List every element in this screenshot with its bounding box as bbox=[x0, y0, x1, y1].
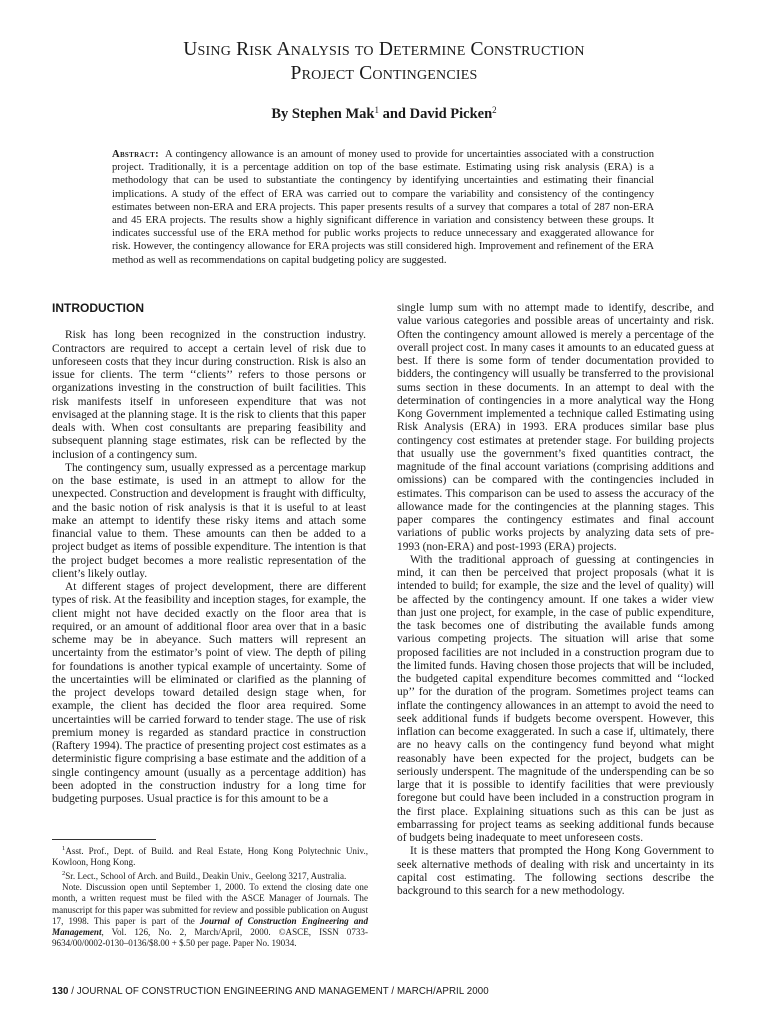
author-1-note: 1 bbox=[374, 105, 379, 115]
running-footer: / JOURNAL OF CONSTRUCTION ENGINEERING AND MANAGEMENT / MARCH/APRIL 2000 bbox=[68, 986, 489, 997]
footnote-divider bbox=[52, 839, 156, 840]
footnote-2-mark: 2 bbox=[62, 870, 66, 878]
journal-name: Journal of Construction Engineering and Management bbox=[52, 915, 368, 937]
footnote-note bbox=[52, 882, 368, 949]
right-column bbox=[397, 302, 714, 898]
footnote-2-text: Sr. Lect., School of Arch. and Build., Deakin Univ., Geelong 3217, Australia. bbox=[65, 871, 347, 882]
footnote-1-mark: 1 bbox=[62, 845, 66, 852]
page-footer bbox=[52, 986, 714, 997]
footnote-1-text: Asst. Prof., Dept. of Build. and Real Estate, Hong Kong Polytechnic Univ., Kowloon, Hong Kong. bbox=[52, 846, 368, 868]
left-column bbox=[52, 302, 366, 806]
authors-prefix: By bbox=[271, 106, 292, 122]
author-2-note: 2 bbox=[492, 105, 497, 115]
page-title bbox=[0, 38, 768, 86]
footnote-1 bbox=[52, 843, 368, 868]
title-line-1: Using Risk Analysis to Determine Construction bbox=[183, 39, 585, 60]
paragraph-5: It is these matters that prompted the Hong Kong Government to seek alternative methods of dealing with risk and uncertainty in its capital cost estimating. The following sections describe the background to this search for a new methodology. bbox=[397, 845, 714, 897]
page-number: 130 bbox=[52, 986, 69, 997]
footnote-2 bbox=[52, 868, 368, 882]
note-text-a: Note. Discussion open until September 1, 2000. To extend the closing date one month, a written request must be filed with the ASCE Manager of Journals. The manuscript for this paper was submitted for review and possible publication on August 17, 1998. This paper is part of the bbox=[52, 882, 368, 926]
abstract-label: Abstract: bbox=[112, 149, 159, 160]
abstract-text: A contingency allowance is an amount of money used to provide for uncertainties associated with a construction project. Traditionally, it is a percentage addition on top of the base estimate. Estimating using risk analysis (ERA) is a methodology that can be used to substantiate the contingency by identifying uncertainties and estimating their financial implications. A study of the effect of ERA was carried out to compare the variability and consistency of the contingency estimates between non-ERA and ERA projects. This paper presents results of a survey that compares a total of 287 non-ERA and 45 ERA projects. The results show a highly significant difference in variation and consistency between these groups. It indicates successful use of the ERA method for public works projects to reduce unnecessary and exaggerated allowance for risk. However, the contingency allowance for ERA projects was still considered high. Improvement and refinement of the ERA method as well as recommendations on capital budgeting policy are suggested. bbox=[112, 149, 654, 266]
paragraph-3: At different stages of project development, there are different types of risk. At the feasibility and inception stages, for example, the client might not have decided exactly on the floor area that is required, or an amount of additional floor area over that in a basic scheme may be in abeyance. Such matters will represent an uncertainty from the estimator’s point of view. The depth of piling for foundations is another typical example of uncertainty. Some of the uncertainties will be eliminated or clarified as the planning of the project develops toward detailed design stage when, for example, the client has decided the floor area required. Some uncertainties will be carried forward to tender stage. The use of risk premium money is regarded as standard practice in construction (Raftery 1994). The practice of presenting project cost estimates as a deterministic figure comprising a base estimate and the addition of a single contingency amount (usually as a percentage addition) has been adopted in the construction industry for a long time for budgeting purposes. Usual practice is for this amount to be a bbox=[52, 581, 366, 805]
paragraph-4: With the traditional approach of guessing at contingencies in mind, it can then be perceived that project proposals (what it is intended to build; for example, the size and the level of quality) will be affected by the contingency amount. If one takes a wider view than just one project, for example, in the case of public expenditure, the task becomes one of distributing the available funds among various competing projects. The situation will arise that some proposed facilities are not included in a construction program due to the limited funds. Having chosen those projects that will be included, the budgeted capital expenditure becomes committed and ‘‘locked up’’ for the duration of the program. Sometimes project teams can inflate the contingency allowances in an attempt to avoid the need to seek additional funds if budgets become overspent. However, this inflation can become exaggerated. In such a case if, ultimately, there are no heavy calls on the contingency fund beyond what might reasonably have been expected for the project, budgets can be seriously underspent. The magnitude of the underspending can be so large that it is possible to identify facilities that were previously foregone but could have been included in a construction program in the first place. Explaining situations such as this can be just as embarrassing for project teams as seeking additional funds because of budgets being inadequate to meet unforeseen costs. bbox=[397, 553, 714, 844]
author-line bbox=[0, 106, 768, 123]
note-text-b: , Vol. 126, No. 2, March/April, 2000. ©ASCE, ISSN 0733-9634/00/0002-0130–0136/$8.00 + $.50 per page. Paper No. 19034. bbox=[52, 926, 368, 948]
paragraph-1: Risk has long been recognized in the construction industry. Contractors are required to accept a certain level of risk due to unforeseen costs that they incur during construction. Risk is also an issue for clients. The term ‘‘clients’’ refers to those persons or organizations investing in the construction of built facilities. This risk manifests itself in unforeseen expenditure that was not envisaged at the planning stage. It is the risk to clients that this paper deals with. When cost consultants are preparing feasibility and subsequent planning stage estimates, risk can be reflected by the inclusion of a contingency sum. bbox=[52, 329, 366, 461]
section-heading-introduction: INTRODUCTION bbox=[52, 301, 144, 315]
author-2: David Picken bbox=[409, 106, 493, 122]
abstract bbox=[112, 148, 654, 267]
paragraph-3-continued: single lump sum with no attempt made to identify, describe, and value various categories and possible areas of uncertainty and risk. Often the contingency amount allowed is merely a percentage of the overall project cost. In many cases it amounts to an educated guess at best. If there is some form of tender documentation provided to bidders, the contingency will usually be transferred to the provisional sums section in these documents. In an attempt to deal with the determination of contingencies in a more analytical way the Hong Kong Government implemented a technique called Estimating using Risk Analysis (ERA) in 1993. ERA produces similar base plus contingency cost estimates at pretender stage. For building projects that usually use the government’s fixed quantities contract, the magnitude of the final account variations (comprising additions and omissions) can be compared with the contingencies included in estimates. This comparison can be used to assess the accuracy of the allowance made for the contingencies at the planning stages. This paper compares the contingency estimates and final account variations of public works projects by analyzing data sets of pre-1993 (non-ERA) and post-1993 (ERA) projects. bbox=[397, 302, 714, 553]
title-line-2: Project Contingencies bbox=[290, 63, 478, 84]
footnotes bbox=[52, 843, 368, 949]
author-1: Stephen Mak bbox=[291, 106, 375, 122]
authors-and: and bbox=[378, 106, 410, 122]
paragraph-2: The contingency sum, usually expressed as a percentage markup on the base estimate, is used in an attmept to allow for the unexpected. Construction and development is fraught with difficulty, and the basic notion of risk analysis is that it is useful to at least make an attempt to identify these risky items and attach some financial value to them. These amounts can then be added to a project budget as items of possible expenditure. The intention is that the project budget becomes a more realistic representation of the client’s likely outlay. bbox=[52, 461, 366, 580]
